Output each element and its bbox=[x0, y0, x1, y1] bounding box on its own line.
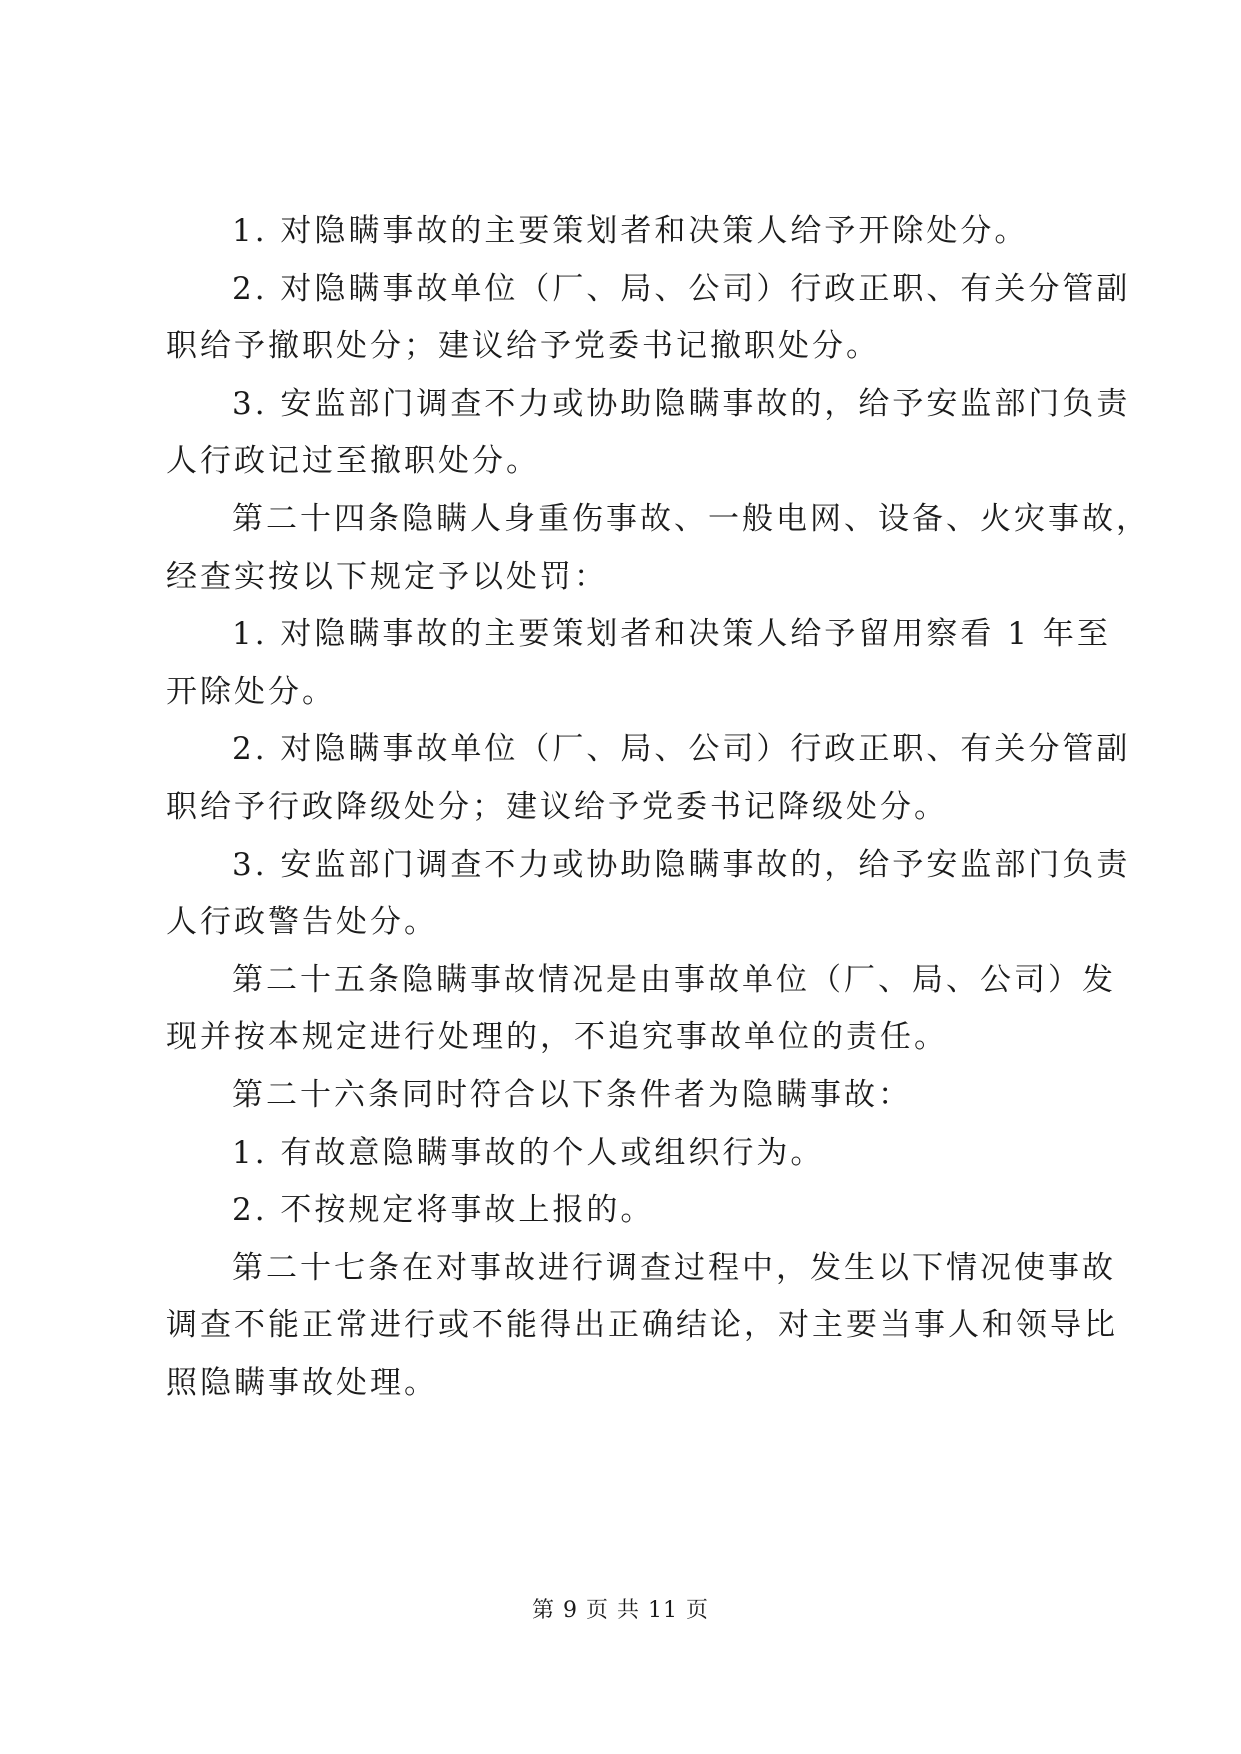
text-line: 2. 对隐瞒事故单位（厂、局、公司）行政正职、有关分管副 bbox=[232, 731, 1131, 767]
text-line: 2. 对隐瞒事故单位（厂、局、公司）行政正职、有关分管副 bbox=[232, 271, 1131, 307]
text-line: 1. 对隐瞒事故的主要策划者和决策人给予留用察看 1 年至 bbox=[232, 616, 1111, 652]
text-line: 第二十六条同时符合以下条件者为隐瞒事故： bbox=[232, 1077, 912, 1113]
text-line: 2. 不按规定将事故上报的。 bbox=[232, 1192, 655, 1228]
text-line: 调查不能正常进行或不能得出正确结论，对主要当事人和领导比 bbox=[166, 1307, 1118, 1343]
text-line: 第二十五条隐瞒事故情况是由事故单位（厂、局、公司）发 bbox=[232, 962, 1116, 998]
text-line: 1. 有故意隐瞒事故的个人或组织行为。 bbox=[232, 1135, 825, 1171]
text-line: 照隐瞒事故处理。 bbox=[166, 1365, 438, 1401]
text-line: 现并按本规定进行处理的，不追究事故单位的责任。 bbox=[166, 1019, 948, 1055]
text-line: 3. 安监部门调查不力或协助隐瞒事故的，给予安监部门负责 bbox=[232, 847, 1131, 883]
text-line: 职给予行政降级处分；建议给予党委书记降级处分。 bbox=[166, 789, 948, 825]
text-line: 3. 安监部门调查不力或协助隐瞒事故的，给予安监部门负责 bbox=[232, 386, 1131, 422]
text-line: 第二十四条隐瞒人身重伤事故、一般电网、设备、火灾事故， bbox=[232, 501, 1150, 537]
text-line: 职给予撤职处分；建议给予党委书记撤职处分。 bbox=[166, 328, 880, 364]
text-line: 开除处分。 bbox=[166, 674, 336, 710]
text-line: 人行政记过至撤职处分。 bbox=[166, 443, 540, 479]
text-line: 1. 对隐瞒事故的主要策划者和决策人给予开除处分。 bbox=[232, 213, 1029, 249]
text-line: 经查实按以下规定予以处罚： bbox=[166, 559, 608, 595]
text-line: 人行政警告处分。 bbox=[166, 904, 438, 940]
page-footer: 第 9 页 共 11 页 bbox=[532, 1598, 709, 1623]
text-line: 第二十七条在对事故进行调查过程中，发生以下情况使事故 bbox=[232, 1250, 1116, 1286]
